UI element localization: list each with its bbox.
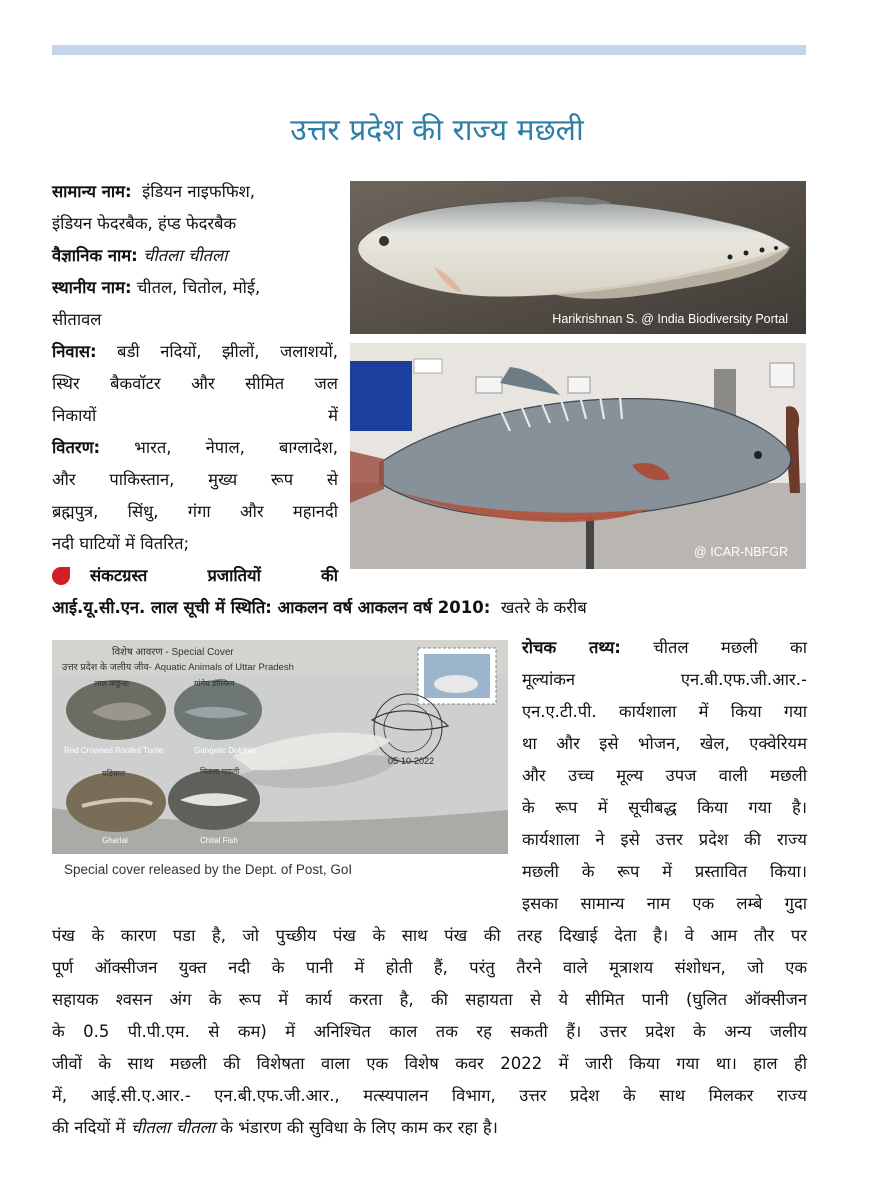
scientific-name-value: चीतला चीतला [143,246,228,265]
local-name-line-2: सीतावल [52,310,102,329]
scientific-name-label: वैज्ञानिक नाम: [52,246,138,265]
distribution-line-3: ब्रह्मपुत्र, सिंधु, गंगा और महानदी [52,502,338,521]
facts-line: कार्यशाला ने इसे उत्तर प्रदेश की राज्य [522,830,807,849]
postmark-date: 05-10-2022 [388,756,435,766]
facts-label: रोचक तथ्य: [522,638,621,657]
special-cover-image [52,640,508,854]
chital-label-hi: चितला मछली [200,767,240,776]
habitat-label: निवास: [52,342,97,361]
dolphin-label-hi: गांगेय डॉल्फिन [194,679,235,688]
facts-line: के रूप में सूचीबद्ध किया गया है। [522,798,807,817]
habitat-line-2: स्थिर बैकवॉटर और सीमित जल [52,374,338,393]
common-name-line-1: सामान्य नाम: इंडियन नाइफफिश, [52,182,256,201]
turtle-label-en: Red Crowned Roofed Turtle [64,746,164,755]
distribution-label: वितरण: [52,438,101,457]
facts-line: मूल्यांकन एन.बी.एफ.जी.आर.- [522,670,807,689]
fish-specimen-photo [350,181,806,334]
photo-credit-1: Harikrishnan S. @ India Biodiversity Portal [552,312,788,326]
iucn-status-line: आई.यू.सी.एन. लाल सूची में स्थिति: आकलन वर्ष आकलन वर्ष 2010: खतरे के करीब [52,598,587,617]
cover-caption: Special cover released by the Dept. of Post, GoI [64,862,353,877]
red-list-bullet-icon [52,567,70,585]
facts-line-1: रोचक तथ्य: चीतल मछली का [522,638,807,657]
local-name-label: स्थानीय नाम: [52,278,132,297]
paragraph-line: पंख के कारण पडा है, जो पुच्छीय पंख के साथ पंख की तरह दिखाई देता है। वे आम तौर पर [52,926,807,945]
facts-line: एन.ए.टी.पी. कार्यशाला में किया गया [522,702,807,721]
scientific-name-inline: चीतला चीतला [130,1118,216,1137]
distribution-line-4: नदी घाटियों में वितरित; [52,534,190,553]
cover-header: विशेष आवरण - Special Cover [112,647,234,658]
gharial-label-hi: घड़ियाल [102,769,126,778]
paragraph-line: पूर्ण ऑक्सीजन युक्त नदी के पानी में होती हैं, परंतु तैरने वाले मूत्राशय संशोधन, जो एक [52,958,807,977]
habitat-line-1: निवास: बडी नदियों, झीलों, जलाशयों, [52,342,338,361]
local-name-line-1: स्थानीय नाम: चीतल, चितोल, मोई, [52,278,261,297]
page-title: उत्तर प्रदेश की राज्य मछली [290,113,584,148]
dolphin-label-en: Gangetic Dolphin [194,746,256,755]
facts-line: इसका सामान्य नाम एक लम्बे गुदा [522,894,807,913]
chital-label-en: Chital Fish [200,836,238,845]
paragraph-line: जीवों के साथ मछली की विशेषता वाला एक विशेष कवर 2022 में जारी किया गया था। हाल ही [52,1054,807,1073]
habitat-line-3: निकायों में [52,406,338,425]
facts-right-column [522,632,807,920]
facts-paragraph [52,920,807,1144]
fish-model-photo [350,343,806,569]
facts-line: मछली के रूप में प्रस्तावित किया। [522,862,807,881]
common-name-line-2: इंडियन फेदरबैक, हंप्ड फेदरबैक [52,214,237,233]
cover-banner: उत्तर प्रदेश के जलीय जीव- Aquatic Animals of Uttar Pradesh [62,662,294,673]
iucn-status-value: खतरे के करीब [500,598,587,617]
paragraph-line: सहायक श्वसन अंग के रूप में कार्य करता है, की सहायता से ये सीमित पानी (घुलित ऑक्सीजन [52,990,807,1009]
facts-line: था और इसे भोजन, खेल, एक्वेरियम [522,734,807,753]
scientific-name-line [52,240,338,272]
distribution-line-2: और पाकिस्तान, मुख्य रूप से [52,470,338,489]
common-name-label: सामान्य नाम: [52,182,132,201]
gharial-label-en: Gharial [102,836,128,845]
facts-line: और उच्च मूल्य उपज वाली मछली [522,766,807,785]
paragraph-last-line: की नदियों में चीतला चीतला के भंडारण की सुविधा के लिए काम कर रहा है। [52,1118,498,1137]
photo-credit-2: @ ICAR-NBFGR [694,545,788,559]
paragraph-line: के 0.5 पी.पी.एम. से कम) में अनिश्चित काल तक रह सकती हैं। उत्तर प्रदेश के अन्य जलीय [52,1022,807,1041]
distribution-line-1: वितरण: भारत, नेपाल, बाग्लादेश, [52,438,339,457]
top-rule [52,45,806,55]
species-info [52,176,338,592]
turtle-label-hi: लाल कछुआ [94,679,130,688]
paragraph-line: में, आई.सी.ए.आर.- एन.बी.एफ.जी.आर., मत्स्यपालन विभाग, उत्तर प्रदेश के साथ मिलकर राज्य [52,1086,807,1105]
iucn-line-1: संकटग्रस्त प्रजातियों की [52,560,338,592]
